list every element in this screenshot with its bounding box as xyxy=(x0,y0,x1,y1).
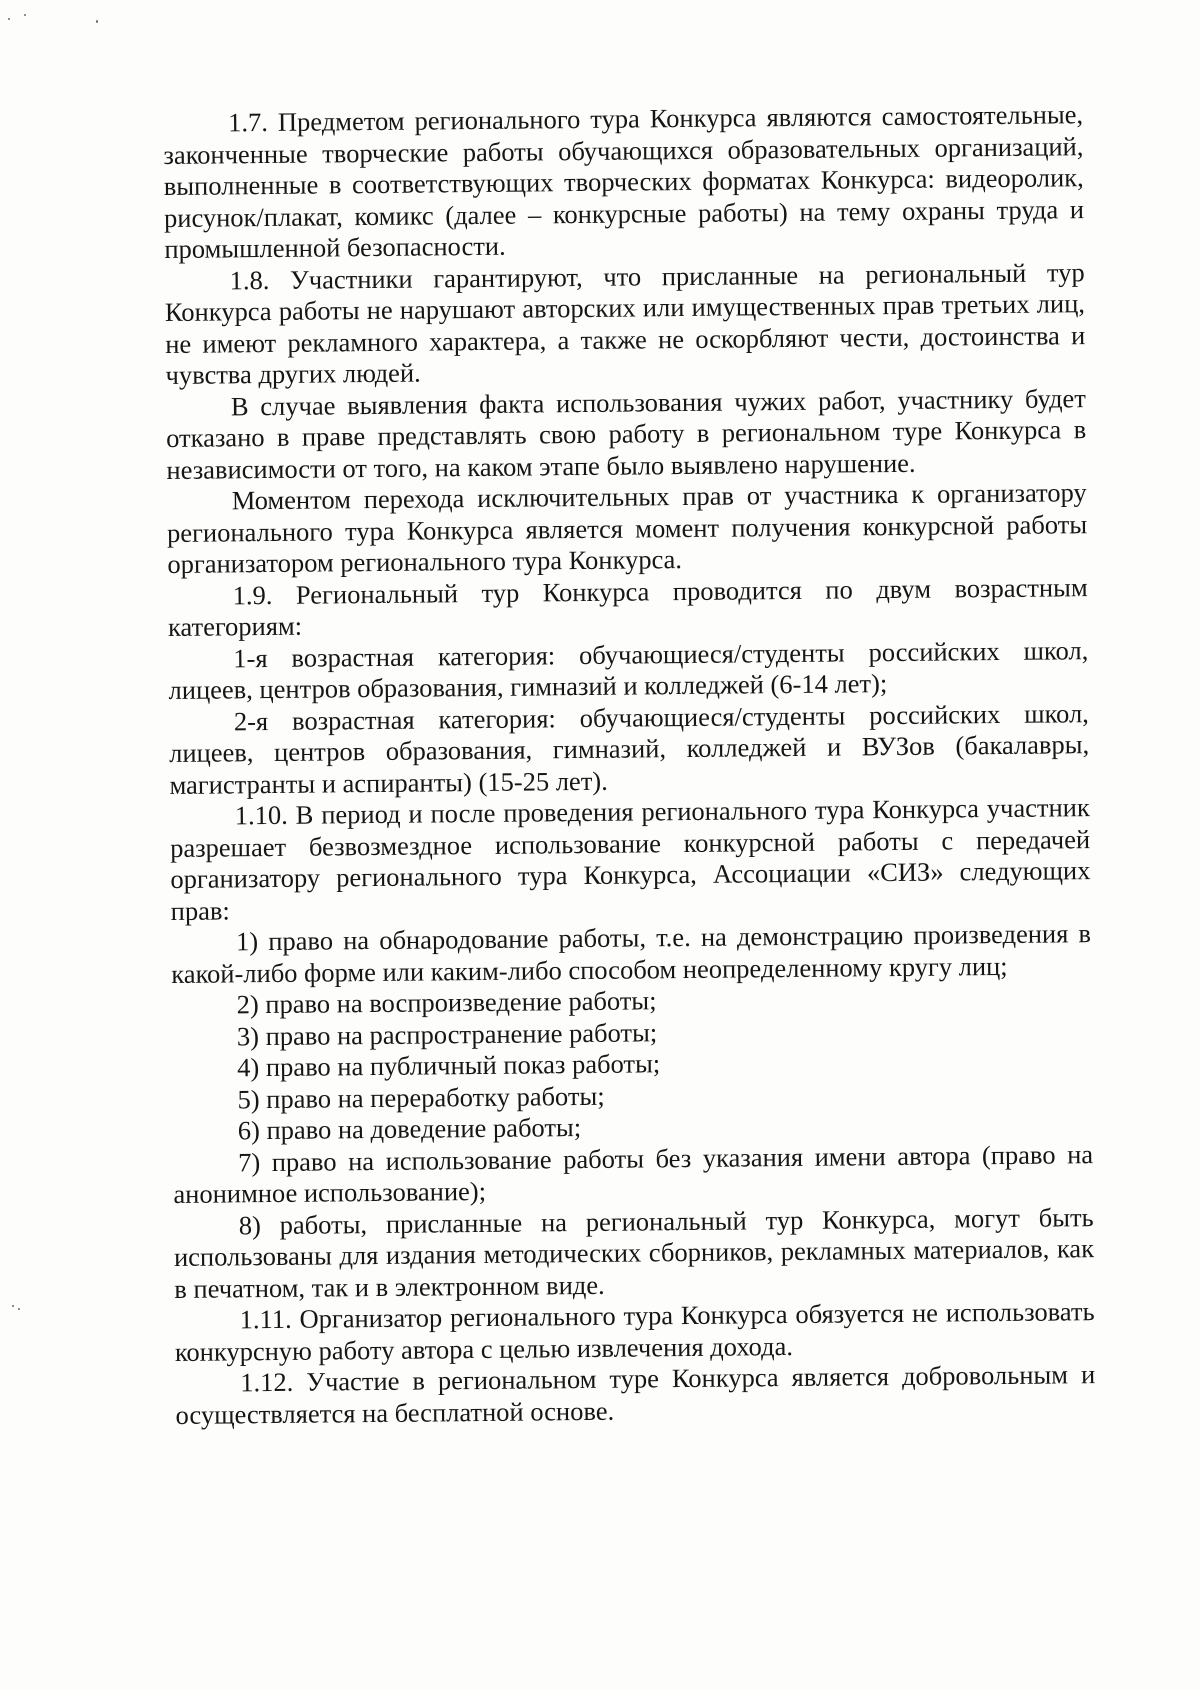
paragraph-1-10: 1.10. В период и после проведения регионального тура Конкурса участник разрешает безвозмездное использование конкурсной работы с передачей организатору регионального тура Конкурса, Ассоциации «СИЗ» следующих прав: xyxy=(169,792,1091,926)
paragraph-violation: В случае выявления факта использования чужих работ, участнику будет отказано в праве представлять свою работу в региональном туре Конкурса в независимости от того, на каком этапе было выявлено нарушение. xyxy=(166,382,1087,485)
list-item-right-6: 6) право на доведение работы; xyxy=(237,1112,582,1146)
paragraph-1-11: 1.11. Организатор регионального тура Конкурса обязуется не использовать конкурсную работу автора с целью извлечения дохода. xyxy=(174,1296,1095,1367)
paragraph-age-category-2: 2-я возрастная категория: обучающиеся/студенты российских школ, лицеев, центров образования, гимназий, колледжей и ВУЗов (бакалавры, магистранты и аспиранты) (15-25 лет). xyxy=(169,697,1090,800)
list-item-right-8: 8) работы, присланные на региональный тур Конкурса, могут быть использованы для издания методических сборников, рекламных материалов, как в печатном, так и в электронном виде. xyxy=(173,1201,1095,1304)
document-body xyxy=(163,99,1096,1431)
paragraph-1-9: 1.9. Региональный тур Конкурса проводится по двум возрастным категориям: xyxy=(167,571,1088,642)
scan-speck xyxy=(24,14,26,16)
scan-speck xyxy=(96,20,98,23)
scan-speck xyxy=(18,1308,20,1310)
list-item-right-4: 4) право на публичный показ работы; xyxy=(237,1048,661,1083)
paragraph-1-8: 1.8. Участники гарантируют, что присланные на региональный тур Конкурса работы не нарушают авторских или имущественных прав третьих лиц, не имеют рекламного характера, а также не оскорбляют чести, достоинства и чувства других людей. xyxy=(164,256,1086,390)
paragraph-1-12: 1.12. Участие в региональном туре Конкурса является добровольным и осуществляется на бесплатной основе. xyxy=(175,1359,1096,1430)
scan-speck xyxy=(12,1305,14,1307)
list-item-right-2: 2) право на воспроизведение работы; xyxy=(236,985,657,1020)
scan-speck xyxy=(8,18,10,20)
list-item-right-5: 5) право на переработку работы; xyxy=(237,1080,605,1114)
list-item-right-1: 1) право на обнародование работы, т.е. на демонстрацию произведения в какой-либо форме или каким-либо способом неопределенному кругу лиц; xyxy=(171,918,1092,989)
list-item-right-3: 3) право на распространение работы; xyxy=(236,1016,658,1051)
paragraph-1-7: 1.7. Предметом регионального тура Конкурса являются самостоятельные, законченные творческие работы обучающихся образовательных организаций, выполненные в соответствующих творческих форматах Конкурса: видеоролик, рисунок/плакат, комикс (далее – конкурсные работы) на тему охраны труда и промышленной безопасности. xyxy=(163,99,1085,264)
paragraph-age-category-1: 1-я возрастная категория: обучающиеся/студенты российских школ, лицеев, центров образования, гимназий и колледжей (6-14 лет); xyxy=(168,634,1089,705)
list-item-right-7: 7) право на использование работы без указания имени автора (право на анонимное использование); xyxy=(173,1138,1094,1209)
paragraph-rights-transfer: Моментом перехода исключительных прав от участника к организатору регионального тура Конкурса является момент получения конкурсной работы организатором регионального тура Конкурса. xyxy=(166,477,1088,579)
